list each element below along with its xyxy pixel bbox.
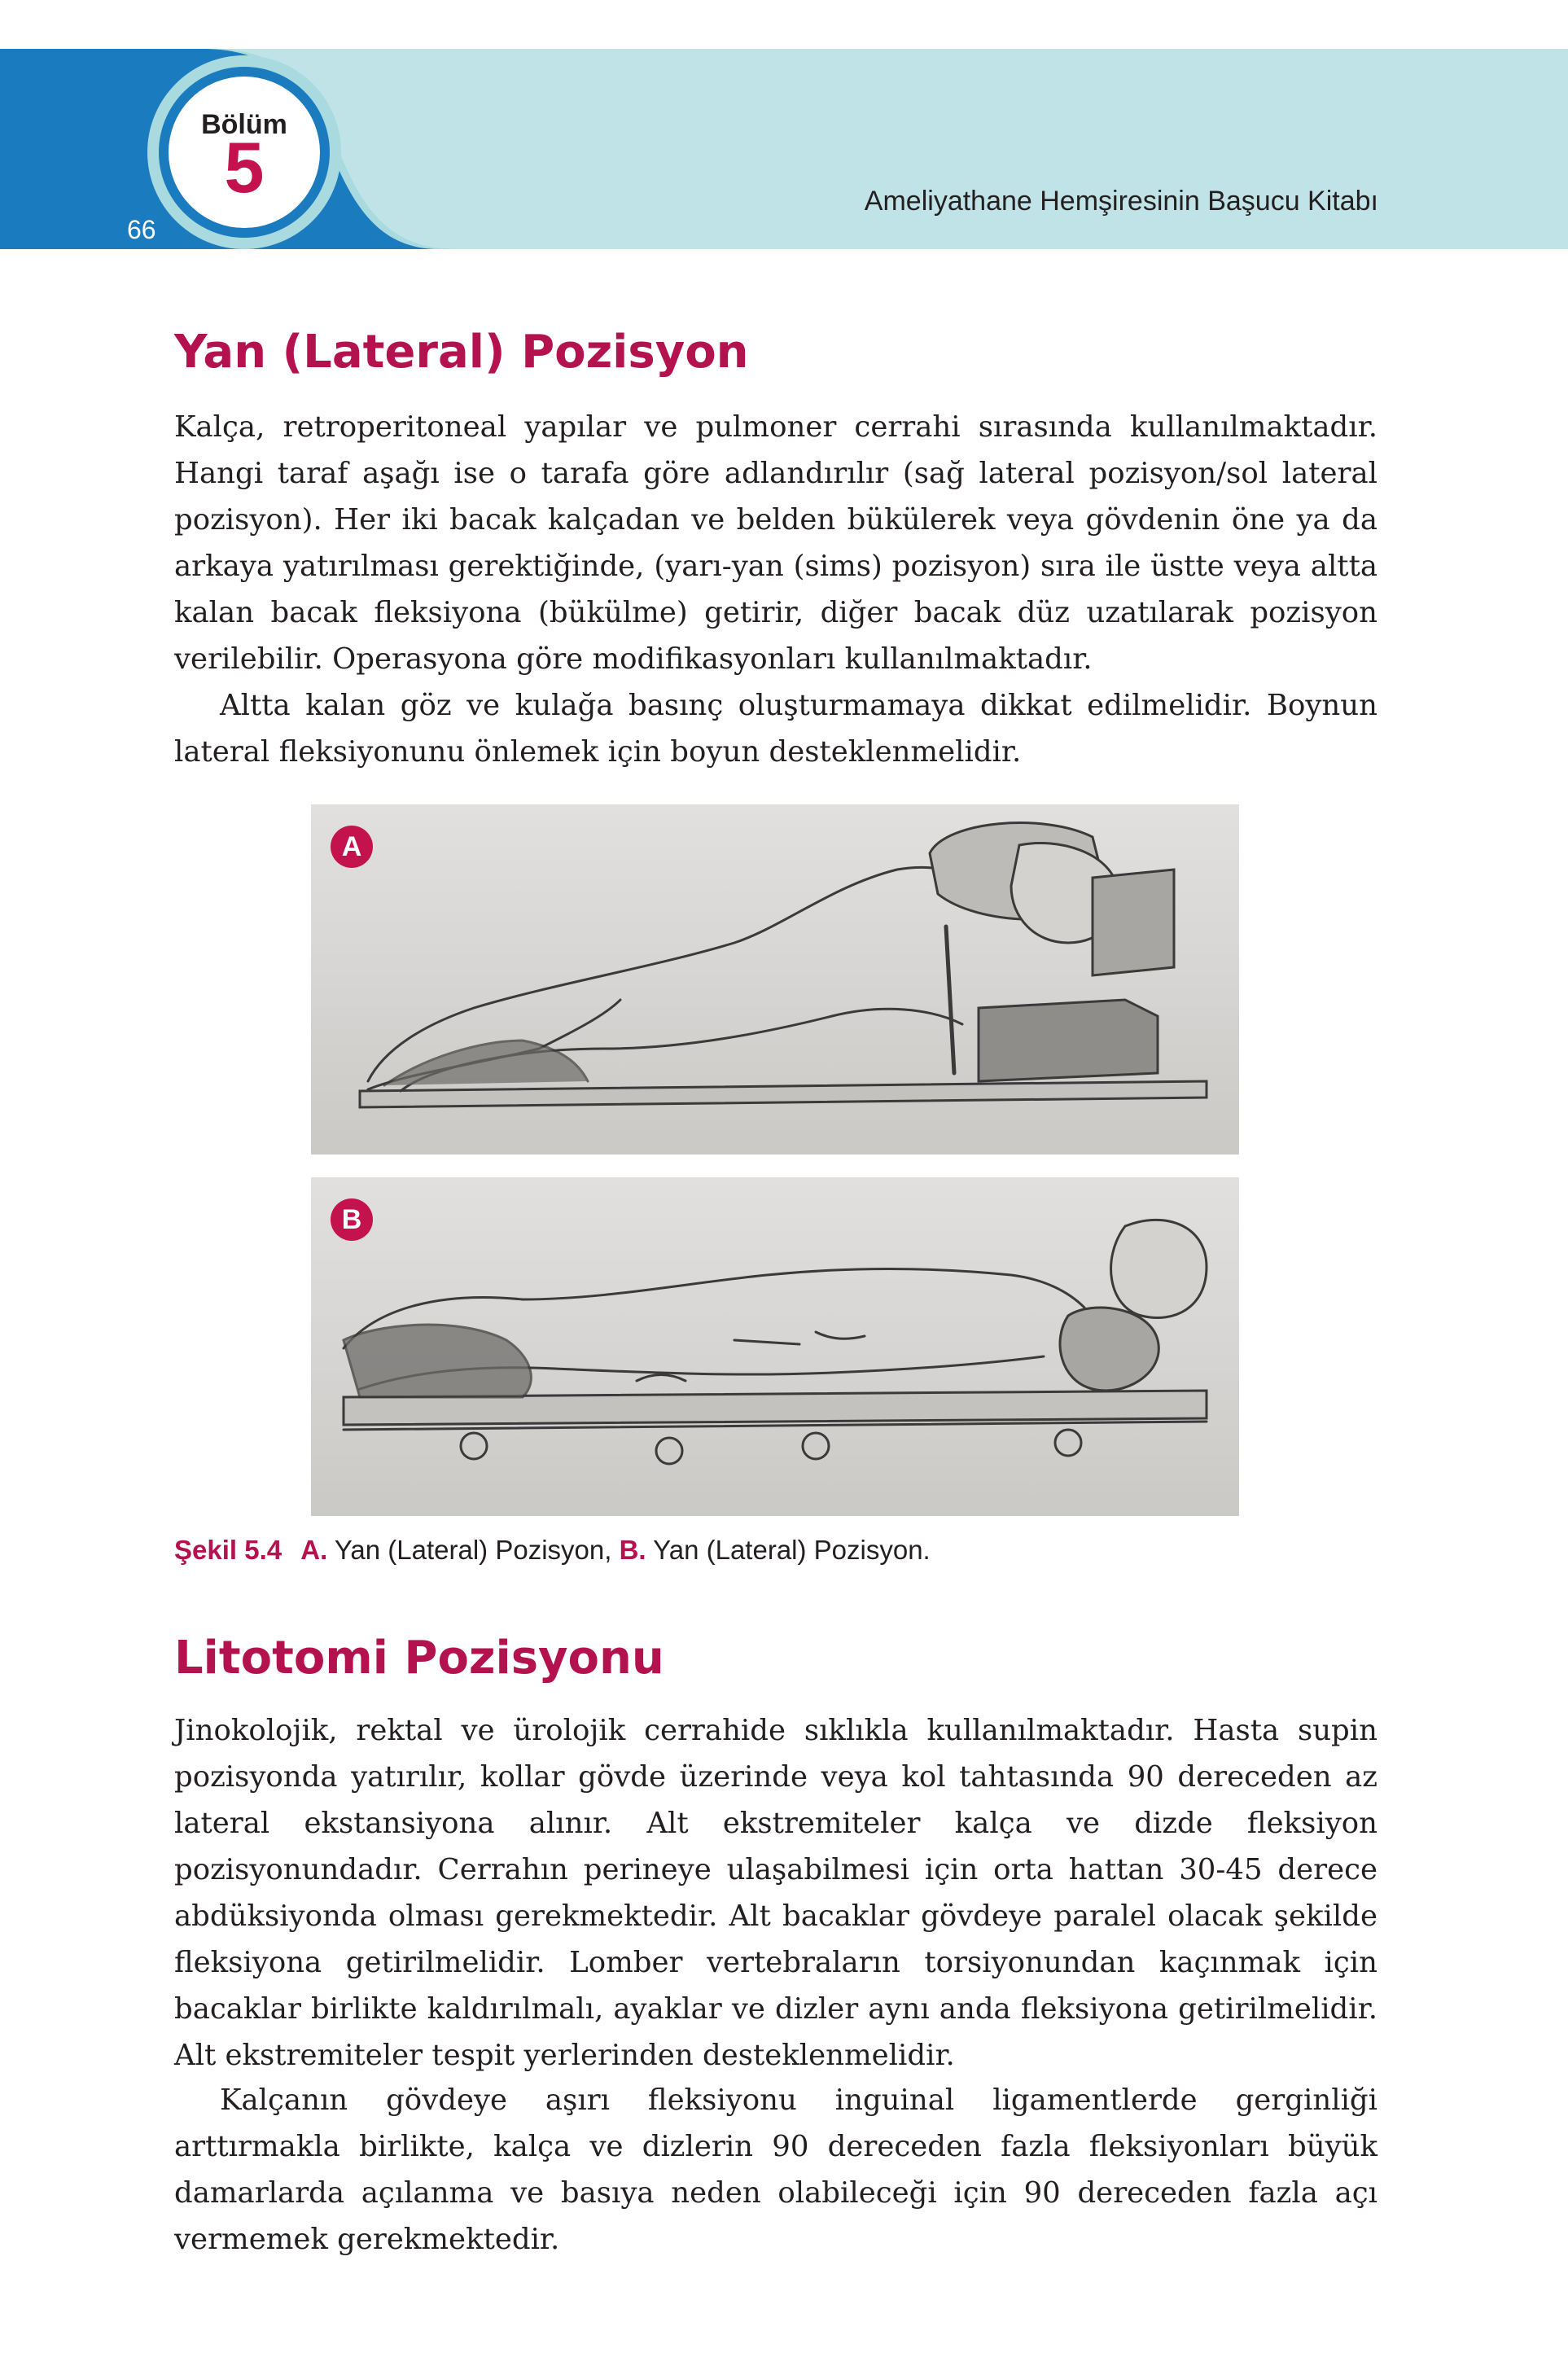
panel-label-b: B (331, 1198, 373, 1241)
caption-text-a: Yan (Lateral) Pozisyon, (334, 1535, 612, 1565)
paragraph-lateral-2: Altta kalan göz ve kulağa basınç oluşturmamaya dikkat edilmelidir. Boynun lateral fleksiyonunu önlemek için boyun desteklenmelidir. (174, 689, 1377, 769)
sketch-lateral-a (311, 804, 1239, 1155)
paragraph-lithotomy-2: Kalçanın gövdeye aşırı fleksiyonu inguinal ligamentlerde gerginliği arttırmakla birlikte, kalça ve dizlerin 90 dereceden fazla fleksiyonları büyük damarlarda açılanma ve basıya neden olabileceği için 90 dereceden fazla açı vermemek gerekmektedir. (174, 2083, 1377, 2256)
section-title-lateral: Yan (Lateral) Pozisyon (174, 326, 749, 379)
panel-label-a: A (331, 826, 373, 868)
caption-tag-a: A. (300, 1535, 328, 1565)
chapter-badge (159, 67, 330, 238)
page-number: 66 (127, 215, 156, 244)
running-title: Ameliyathane Hemşiresinin Başucu Kitabı (864, 186, 1378, 217)
figure-panel-a (311, 804, 1239, 1155)
chapter-word: Bölüm (201, 109, 287, 140)
figure-panel-b (311, 1177, 1239, 1516)
paragraph-lateral-1: Kalça, retroperitoneal yapılar ve pulmoner cerrahi sırasında kullanılmaktadır. Hangi taraf aşağı ise o tarafa göre adlandırılır (sağ lateral pozisyon/sol lateral pozisyon). Her iki bacak kalçadan ve belden bükülerek veya gövdenin öne ya da arkaya yatırılması gerektiğinde, (yarı-yan (sims) pozisyon) sıra ile üstte veya altta kalan bacak fleksiyona (bükülme) getirir, diğer bacak düz uzatılarak pozisyon verilebilir. Operasyona göre modifikasyonları kullanılmaktadır. (174, 410, 1377, 676)
figure-caption (174, 1535, 931, 1566)
sketch-lateral-b (311, 1177, 1239, 1516)
paragraph-lithotomy-1: Jinokolojik, rektal ve ürolojik cerrahide sıklıkla kullanılmaktadır. Hasta supin pozisyonda yatırılır, kollar gövde üzerinde veya kol tahtasında 90 dereceden az lateral ekstansiyona alınır. Alt ekstremiteler kalça ve dizde fleksiyon pozisyonundadır. Cerrahın perineye ulaşabilmesi için orta hattan 30-45 derece abdüksiyonda olması gerekmektedir. Alt bacaklar gövdeye paralel olacak şekilde fleksiyona getirilmelidir. Lomber vertebraların torsiyonundan kaçınmak için bacaklar birlikte kaldırılmalı, ayaklar ve dizler aynı anda fleksiyona getirilmelidir. Alt ekstremiteler tespit yerlerinden desteklenmelidir. (174, 1714, 1377, 2072)
caption-tag-b: B. (619, 1535, 646, 1565)
chapter-number: 5 (224, 127, 265, 208)
caption-figure-number: Şekil 5.4 (174, 1535, 283, 1565)
section-title-lithotomy: Litotomi Pozisyonu (174, 1632, 664, 1685)
caption-text-b: Yan (Lateral) Pozisyon. (653, 1535, 931, 1565)
